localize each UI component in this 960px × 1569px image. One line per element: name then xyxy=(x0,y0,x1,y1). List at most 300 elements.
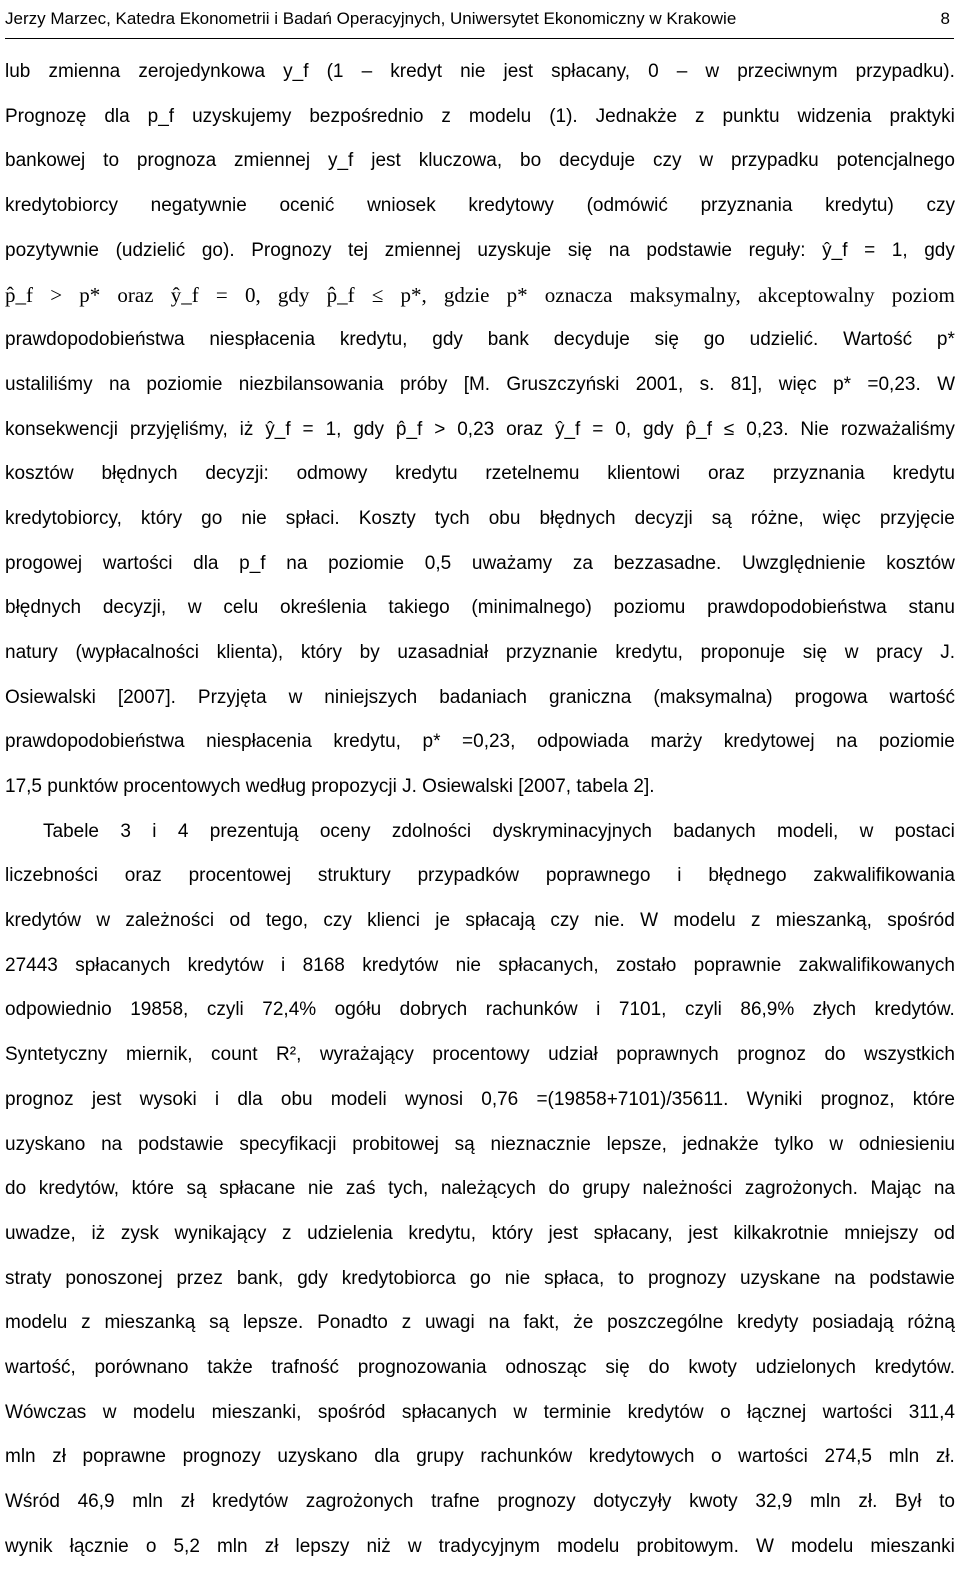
word: poziomie xyxy=(328,552,405,574)
word: także xyxy=(207,1356,253,1378)
word: z xyxy=(750,910,761,932)
word: do xyxy=(648,1356,670,1378)
word: p* xyxy=(936,329,955,351)
word: 311,4 xyxy=(908,1401,955,1423)
word: ustaliliśmy xyxy=(5,373,93,395)
word: na xyxy=(488,1312,510,1334)
word: postaci xyxy=(894,820,955,842)
word: zł xyxy=(180,1491,195,1512)
word: spłacanych xyxy=(75,954,171,976)
word: trafne xyxy=(431,1491,480,1512)
word: ocenić xyxy=(279,195,335,217)
word: probitowej xyxy=(352,1133,439,1155)
word: mln xyxy=(132,1491,163,1512)
word: p* xyxy=(79,283,101,308)
word: o xyxy=(145,1535,157,1557)
word: kredytu xyxy=(395,463,458,485)
word: bezpośrednio xyxy=(309,105,424,127)
word: obu xyxy=(488,507,521,529)
text-line xyxy=(5,139,955,184)
word: odpowiednio xyxy=(5,999,112,1021)
word: mln xyxy=(216,1535,248,1557)
word: jednakże xyxy=(682,1133,759,1155)
word: natury xyxy=(5,641,58,663)
word: praktyki xyxy=(889,105,955,127)
word: są xyxy=(209,1312,230,1334)
word: klientowi xyxy=(607,463,681,485)
word: wartości xyxy=(102,552,173,574)
word: W xyxy=(640,910,659,932)
word: 7101, xyxy=(618,999,667,1021)
word: porównano xyxy=(94,1356,189,1378)
word: kredytowy xyxy=(468,195,554,217)
word: zmienna xyxy=(48,61,121,82)
word: błędnych xyxy=(539,507,616,529)
word: poziomu xyxy=(613,597,686,619)
word: uzyskujemy xyxy=(192,105,292,127)
word: uzyskuje xyxy=(477,239,552,261)
word: go xyxy=(469,1267,491,1289)
word: Wówczas xyxy=(5,1401,87,1423)
text-line xyxy=(5,854,955,899)
word: Osiewalski xyxy=(5,686,96,708)
word: zł xyxy=(264,1535,279,1557)
word: wysoki xyxy=(139,1088,197,1110)
word: różną xyxy=(907,1312,955,1334)
word: wartość xyxy=(889,686,955,708)
word: Wartość xyxy=(843,329,913,351)
word: kredytów xyxy=(362,954,439,976)
word: tego, xyxy=(265,910,309,932)
text-line xyxy=(5,944,955,989)
word: nie xyxy=(455,954,481,976)
word: kredytu, xyxy=(333,731,401,753)
word: W xyxy=(937,373,955,395)
word: = xyxy=(864,239,876,261)
word: dla xyxy=(193,552,219,574)
word: z xyxy=(282,1222,292,1244)
word: gdy xyxy=(924,239,955,261)
word: 46,9 xyxy=(77,1491,115,1512)
word: w xyxy=(844,641,859,663)
word: do xyxy=(548,1178,570,1200)
word: (odmówić xyxy=(586,195,668,217)
word: które xyxy=(912,1088,955,1110)
word: je xyxy=(435,910,451,932)
word: tylko xyxy=(774,1133,814,1155)
word: Koszty xyxy=(358,507,416,529)
text-line xyxy=(5,810,955,855)
word: bank, xyxy=(236,1267,284,1289)
word: na xyxy=(101,1133,123,1155)
text-line xyxy=(5,1078,955,1123)
word: prognozy xyxy=(647,1267,727,1289)
word: w xyxy=(102,1401,117,1423)
word: 0, xyxy=(244,283,261,308)
word: określenia xyxy=(280,597,367,619)
word: nie xyxy=(504,1267,531,1289)
word: w xyxy=(407,1535,422,1557)
word: Tabele xyxy=(43,820,99,842)
word: posiadają xyxy=(812,1312,894,1334)
word: probitowym. xyxy=(636,1535,739,1557)
word: 86,9% xyxy=(740,999,795,1021)
word: poprawnych xyxy=(616,1044,719,1066)
word: zł xyxy=(52,1446,66,1468)
word: który xyxy=(300,641,342,663)
text-line xyxy=(5,229,955,274)
word: uzyskano xyxy=(5,1133,86,1155)
word: decyduje xyxy=(553,329,630,351)
word: gdy xyxy=(643,418,674,440)
word: 27443 xyxy=(5,954,58,976)
word: mieszanki xyxy=(870,1535,955,1557)
word: nie. xyxy=(594,910,625,932)
word: na xyxy=(108,373,131,395)
word: poprawnego xyxy=(545,865,651,887)
word: z xyxy=(441,105,451,127)
word: 0, xyxy=(615,418,632,440)
word: bankowej xyxy=(5,150,86,172)
word: zmiennej xyxy=(384,239,461,261)
word: gdzie xyxy=(443,283,490,308)
word: kredyty xyxy=(737,1312,799,1334)
text-line xyxy=(5,586,955,631)
word: lepszy xyxy=(295,1535,350,1557)
text-line xyxy=(5,1212,955,1257)
word: prognoza xyxy=(136,150,217,172)
word: p_f xyxy=(147,105,175,127)
text-line xyxy=(5,1033,955,1078)
word: W xyxy=(755,1535,774,1557)
word: prognoz xyxy=(737,1044,806,1066)
word: więc xyxy=(822,507,861,529)
word: 32,9 xyxy=(755,1491,793,1512)
word: mln xyxy=(810,1491,841,1512)
word: w xyxy=(96,910,111,932)
word: =(19858+7101)/35611. xyxy=(536,1088,729,1110)
word: bank xyxy=(487,329,529,351)
word: kredytobiorca xyxy=(341,1267,456,1289)
word: 274,5 xyxy=(824,1446,872,1468)
word: mieszanką xyxy=(104,1312,196,1334)
word: udzielenia xyxy=(307,1222,393,1244)
word: 3 xyxy=(120,820,131,842)
word: udzielić. xyxy=(749,329,819,351)
word: poziomie xyxy=(878,731,955,753)
word: kredytu, xyxy=(615,641,683,663)
word: tych, xyxy=(388,1178,429,1200)
word: Jednakże xyxy=(595,105,678,127)
page-number: 8 xyxy=(940,9,950,28)
word: zostało xyxy=(616,954,677,976)
word: jest xyxy=(688,1222,718,1244)
word: jest xyxy=(371,150,401,172)
word: > xyxy=(50,283,63,308)
word: – xyxy=(676,61,688,82)
text-line xyxy=(5,676,955,721)
word: i xyxy=(152,820,157,842)
word: 0,23 xyxy=(457,418,495,440)
word: celu xyxy=(223,597,259,619)
word: trafność xyxy=(271,1356,339,1378)
word: progowa xyxy=(794,686,868,708)
word: jest xyxy=(91,1088,122,1110)
word: niespłacenia xyxy=(209,329,316,351)
word: p̂_f xyxy=(5,283,33,308)
word: mln xyxy=(888,1446,920,1468)
word: na xyxy=(286,552,308,574)
word: prognozy xyxy=(182,1446,261,1468)
word: z xyxy=(695,105,705,127)
word: od xyxy=(229,910,251,932)
text-line xyxy=(5,631,955,676)
word: graniczna xyxy=(548,686,632,708)
word: Wśród xyxy=(5,1491,60,1512)
word: przez xyxy=(176,1267,223,1289)
word: nie xyxy=(307,1178,334,1200)
word: to xyxy=(103,150,120,172)
word: prawdopodobieństwa xyxy=(5,329,185,351)
word: Wyniki xyxy=(746,1088,803,1110)
word: kredytów xyxy=(212,1491,289,1512)
word: proponuje xyxy=(700,641,786,663)
word: y_f xyxy=(283,61,309,82)
word: przyznanie xyxy=(505,641,598,663)
word: na xyxy=(608,239,630,261)
word: potencjalnego xyxy=(836,150,955,172)
word: 5,2 xyxy=(173,1535,200,1557)
word: uzasadniał xyxy=(397,641,489,663)
word: lub xyxy=(5,61,31,82)
word: punktu xyxy=(722,105,780,127)
word: dotyczyły xyxy=(593,1491,672,1512)
word: (minimalnego) xyxy=(471,597,592,619)
word: fakt, xyxy=(523,1312,560,1334)
word: prezentują xyxy=(209,820,299,842)
word: kredytu, xyxy=(408,1222,476,1244)
word: i xyxy=(596,999,601,1021)
word: się xyxy=(654,329,679,351)
word: 0,23. xyxy=(746,418,789,440)
word: odnosząc xyxy=(505,1356,587,1378)
word: więc xyxy=(778,373,817,395)
word: p̂_f xyxy=(685,418,712,440)
word: p̂_f xyxy=(326,283,355,308)
word: uzyskane xyxy=(740,1267,821,1289)
word: Ponadto xyxy=(317,1312,388,1334)
word: uważamy xyxy=(471,552,553,574)
word: próby xyxy=(399,373,448,395)
word: błędnych xyxy=(5,597,82,619)
word: count xyxy=(211,1044,258,1066)
word: spłacany, xyxy=(551,61,631,82)
word: tych xyxy=(434,507,470,529)
word: (udzielić xyxy=(115,239,186,261)
text-line xyxy=(5,95,955,140)
word: przyznania xyxy=(700,195,793,217)
word: jest xyxy=(503,61,534,82)
word: bo xyxy=(520,150,542,172)
word: oraz xyxy=(124,865,162,887)
word: przyjęcie xyxy=(879,507,955,529)
word: należących xyxy=(440,1178,536,1200)
word: lepsze, xyxy=(606,1133,667,1155)
word: kwoty xyxy=(688,1356,737,1378)
word: niż xyxy=(366,1535,391,1557)
word: wartość, xyxy=(5,1356,76,1378)
word: ≤ xyxy=(723,418,735,440)
text-line xyxy=(5,452,955,497)
word: Prognozy xyxy=(251,239,332,261)
word: stanu xyxy=(908,597,955,619)
word: kredytu xyxy=(892,463,955,485)
word: = xyxy=(302,418,314,440)
word: modelu xyxy=(468,105,532,127)
word: akceptowalny xyxy=(757,283,875,308)
word: czy xyxy=(550,910,579,932)
word: rachunków xyxy=(480,1446,573,1468)
word: wartości xyxy=(822,1401,893,1423)
word: marży xyxy=(650,731,703,753)
word: się xyxy=(605,1356,630,1378)
word: spłacanych, xyxy=(498,954,599,976)
word: liczebności xyxy=(5,865,98,887)
word: widzenia xyxy=(797,105,872,127)
word: oraz xyxy=(117,283,154,308)
text-line xyxy=(5,1301,955,1346)
word: z xyxy=(81,1312,91,1334)
word: błędnego xyxy=(708,865,787,887)
text-line xyxy=(5,363,955,408)
word: że xyxy=(573,1312,594,1334)
word: mniejszy xyxy=(844,1222,919,1244)
word: o xyxy=(720,1401,731,1423)
word: spośród xyxy=(317,1401,386,1423)
word: są xyxy=(454,1133,475,1155)
word: kredytowej xyxy=(723,731,815,753)
word: spośród xyxy=(887,910,955,932)
word: R², xyxy=(276,1044,302,1066)
word: kwoty xyxy=(689,1491,738,1512)
word: łącznie xyxy=(69,1535,129,1557)
word: to xyxy=(939,1491,955,1512)
word: 19858, xyxy=(130,999,189,1021)
word: zakwalifikowanych xyxy=(798,954,955,976)
word: (1). xyxy=(549,105,578,127)
word: p* xyxy=(506,283,528,308)
running-title: Jerzy Marzec, Katedra Ekonometrii i Badań Operacyjnych, Uniwersytet Ekonomiczny w Krakowie xyxy=(5,9,737,28)
word: niespłacenia xyxy=(206,731,312,753)
word: kosztów xyxy=(886,552,955,574)
word: konsekwencji xyxy=(5,418,118,440)
word: ŷ_f xyxy=(170,283,199,308)
word: decyzji, xyxy=(102,597,167,619)
word: modelu xyxy=(790,1535,854,1557)
word: podstawie xyxy=(646,239,732,261)
word: w xyxy=(705,61,720,82)
word: klienci xyxy=(367,910,420,932)
word: kredytów. xyxy=(874,1356,955,1378)
word: zdolności xyxy=(391,820,472,842)
word: straty xyxy=(5,1267,52,1289)
word: kredytobiorcy, xyxy=(5,507,122,529)
word: Przyjęta xyxy=(197,686,267,708)
word: przyjęliśmy, xyxy=(129,418,228,440)
word: modelu xyxy=(132,1401,196,1423)
word: (1 xyxy=(326,61,344,82)
word: go). xyxy=(201,239,235,261)
word: spłacają xyxy=(465,910,536,932)
text-line xyxy=(5,1435,955,1480)
word: decyzji xyxy=(634,507,693,529)
word: zagrożonych xyxy=(305,1491,414,1512)
word: udział xyxy=(548,1044,598,1066)
word: się xyxy=(802,641,828,663)
word: ponoszonej xyxy=(65,1267,163,1289)
word: i xyxy=(677,865,682,887)
word: czy xyxy=(323,910,352,932)
word: czy xyxy=(653,150,682,172)
text-line xyxy=(5,184,955,229)
word: zysk xyxy=(120,1222,159,1244)
word: nieznacznie xyxy=(490,1133,591,1155)
word: zależności xyxy=(125,910,215,932)
word: grupy xyxy=(582,1178,630,1200)
word: 2001, xyxy=(635,373,684,395)
word: zł. xyxy=(858,1491,878,1512)
word: mln xyxy=(5,1446,36,1468)
word: który xyxy=(140,507,183,529)
word: uzyskano xyxy=(277,1446,358,1468)
word: zmiennej xyxy=(234,150,311,172)
word: modeli xyxy=(330,1088,387,1110)
word: (maksymalna) xyxy=(653,686,773,708)
word: specyfikacji xyxy=(239,1133,337,1155)
word: grupy xyxy=(416,1446,464,1468)
word: p_f xyxy=(239,552,266,574)
word: wynik xyxy=(5,1535,53,1557)
word: =0,23. xyxy=(867,373,921,395)
text-line xyxy=(5,50,955,95)
word: rozważaliśmy xyxy=(840,418,955,440)
word: s. xyxy=(699,373,715,395)
word: struktury xyxy=(317,865,391,887)
word: kredytowych xyxy=(588,1446,695,1468)
word: iż xyxy=(239,418,254,440)
word: w xyxy=(513,1401,528,1423)
text-line: 17,5 punktów procentowych według propozycji J. Osiewalski [2007, tabela 2]. xyxy=(5,776,655,797)
word: niezbilansowania xyxy=(238,373,384,395)
word: [M. xyxy=(463,373,491,395)
text-line xyxy=(5,318,955,363)
word: są xyxy=(711,507,732,529)
word: zaś xyxy=(345,1178,376,1200)
word: Mając xyxy=(870,1178,922,1200)
word: kredytu) xyxy=(825,195,894,217)
word: na xyxy=(834,1267,856,1289)
word: które xyxy=(131,1178,174,1200)
word: rachunków xyxy=(485,999,578,1021)
word: wyrażający xyxy=(319,1044,414,1066)
word: [2007]. xyxy=(117,686,176,708)
word: obu xyxy=(280,1088,313,1110)
word: Nie xyxy=(800,418,829,440)
word: kredytów xyxy=(187,954,264,976)
text-line xyxy=(5,1123,955,1168)
word: poprawne xyxy=(82,1446,166,1468)
word: podstawie xyxy=(869,1267,955,1289)
